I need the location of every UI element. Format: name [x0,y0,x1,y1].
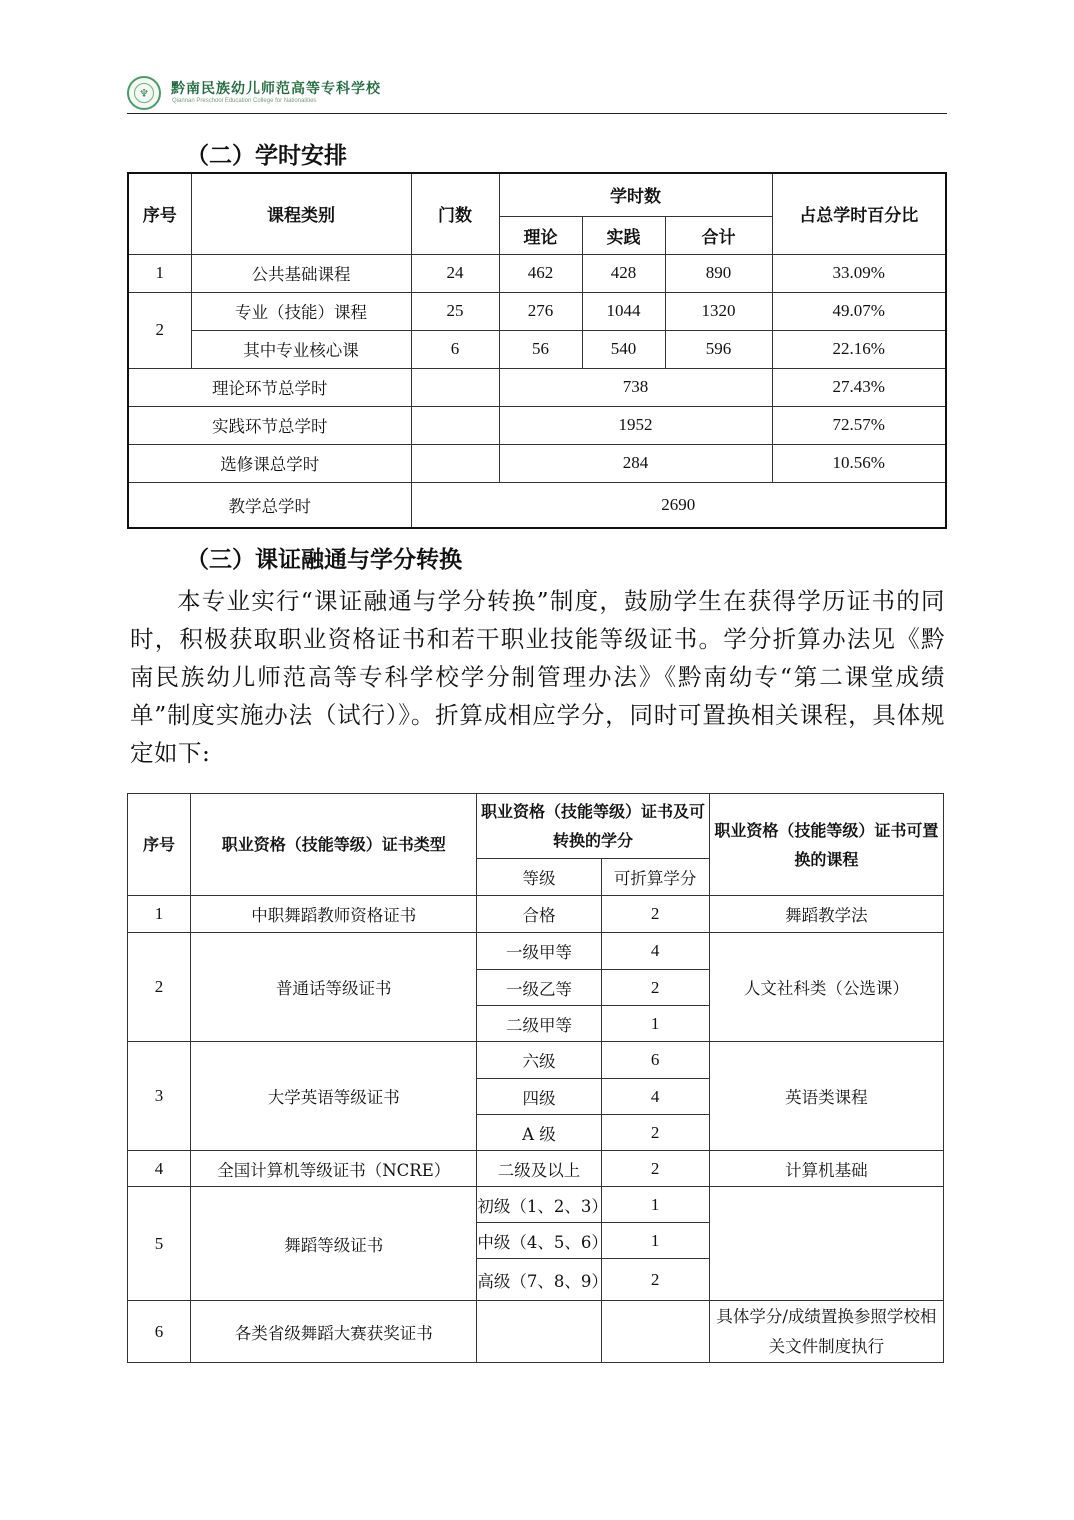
summary-label: 实践环节总学时 [128,406,411,444]
cell-credits: 6 [601,1042,709,1079]
header-cert-type: 职业资格（技能等级）证书类型 [191,794,477,896]
cell-percent: 49.07% [772,292,946,330]
summary-row [128,444,946,482]
school-emblem-icon: ♆ [127,76,161,110]
grand-total-value: 2690 [411,482,946,528]
header-credits: 可折算学分 [601,859,709,896]
cell-count: 6 [411,330,499,368]
cell-level: 中级（4、5、6） [477,1223,601,1259]
cell-total: 596 [665,330,772,368]
summary-row [128,368,946,406]
grand-total-label: 教学总学时 [128,482,411,528]
header-practice: 实践 [582,216,665,254]
cell-category: 公共基础课程 [191,254,411,292]
page-header [127,74,947,114]
cell-credits: 1 [601,1006,709,1042]
cell-credits: 1 [601,1187,709,1223]
table-row [128,254,946,292]
table-row [128,292,946,330]
cell-course: 具体学分/成绩置换参照学校相关文件制度执行 [709,1301,943,1363]
cell-credits: 4 [601,1079,709,1115]
cell-credits: 1 [601,1223,709,1259]
table-row [128,933,944,970]
header-count: 门数 [411,173,499,254]
cell-course [709,1187,943,1301]
cell-credits: 2 [601,1115,709,1151]
cell-theory: 276 [499,292,582,330]
summary-empty [411,368,499,406]
table-row [128,1042,944,1079]
cell-seq: 5 [128,1187,191,1301]
section-title-hours: （二）学时安排 [186,143,347,169]
summary-value: 1952 [499,406,772,444]
cell-practice: 428 [582,254,665,292]
header-category: 课程类别 [191,173,411,254]
credit-transfer-paragraph [130,582,945,772]
cell-level: 二级甲等 [477,1006,601,1042]
cell-course: 英语类课程 [709,1042,943,1151]
cell-level: 初级（1、2、3） [477,1187,601,1223]
cell-seq: 3 [128,1042,191,1151]
header-total: 合计 [665,216,772,254]
cell-percent: 33.09% [772,254,946,292]
cell-credits: 2 [601,896,709,933]
school-name-en: Qiannan Preschool Education College for Nationalities [172,98,317,104]
cell-cert: 全国计算机等级证书（NCRE） [191,1151,477,1187]
header-percent: 占总学时百分比 [772,173,946,254]
cell-level: 四级 [477,1079,601,1115]
summary-percent: 72.57% [772,406,946,444]
cell-total: 1320 [665,292,772,330]
cell-practice: 540 [582,330,665,368]
table-row [128,1151,944,1187]
cell-total: 890 [665,254,772,292]
table-row [128,330,946,368]
table-row [128,1187,944,1223]
cell-seq: 2 [128,292,191,368]
cell-count: 25 [411,292,499,330]
certificate-credit-table [127,793,944,1363]
section-title-credit-transfer: （三）课证融通与学分转换 [186,547,462,573]
cell-credits: 2 [601,1259,709,1301]
cell-level: A 级 [477,1115,601,1151]
cell-level: 一级甲等 [477,933,601,970]
cell-level: 合格 [477,896,601,933]
cell-cert: 各类省级舞蹈大赛获奖证书 [191,1301,477,1363]
cell-cert: 大学英语等级证书 [191,1042,477,1151]
cell-seq: 6 [128,1301,191,1363]
cell-course: 计算机基础 [709,1151,943,1187]
cell-percent: 22.16% [772,330,946,368]
summary-percent: 10.56% [772,444,946,482]
cell-credits: 2 [601,1151,709,1187]
header-divider [127,113,947,114]
summary-row [128,406,946,444]
cell-theory: 56 [499,330,582,368]
table-header-row [128,794,944,859]
summary-label: 选修课总学时 [128,444,411,482]
cell-seq: 2 [128,933,191,1042]
cell-category: 专业（技能）课程 [191,292,411,330]
cell-credits [601,1301,709,1363]
summary-empty [411,406,499,444]
summary-value: 738 [499,368,772,406]
summary-percent: 27.43% [772,368,946,406]
grand-total-row [128,482,946,528]
cell-cert: 舞蹈等级证书 [191,1187,477,1301]
summary-label: 理论环节总学时 [128,368,411,406]
cell-level: 高级（7、8、9） [477,1259,601,1301]
cell-theory: 462 [499,254,582,292]
cell-level: 六级 [477,1042,601,1079]
cell-cert: 普通话等级证书 [191,933,477,1042]
header-credit-group: 职业资格（技能等级）证书及可转换的学分 [477,794,709,859]
table-row [128,1301,944,1363]
cell-practice: 1044 [582,292,665,330]
summary-empty [411,444,499,482]
cell-count: 24 [411,254,499,292]
cell-cert: 中职舞蹈教师资格证书 [191,896,477,933]
summary-value: 284 [499,444,772,482]
cell-credits: 4 [601,933,709,970]
table-header-row [128,173,946,216]
cell-level [477,1301,601,1363]
cell-category: 其中专业核心课 [191,330,411,368]
header-seq: 序号 [128,173,191,254]
header-hours: 学时数 [499,173,772,216]
cell-seq: 1 [128,254,191,292]
cell-credits: 2 [601,970,709,1006]
cell-seq: 1 [128,896,191,933]
cell-seq: 4 [128,1151,191,1187]
paragraph-text: 本专业实行“课证融通与学分转换”制度，鼓励学生在获得学历证书的同时，积极获取职业资格证书和若干职业技能等级证书。学分折算办法见《黔南民族幼儿师范高等专科学校学分制管理办法》《黔南幼专“第二课堂成绩单”制度实施办法（试行）》。折算成相应学分，同时可置换相关课程，具体规定如下: [130,587,945,767]
cell-course: 人文社科类（公选课） [709,933,943,1042]
cell-level: 二级及以上 [477,1151,601,1187]
hours-table [127,172,947,529]
header-courses: 职业资格（技能等级）证书可置换的课程 [709,794,943,896]
table-row [128,896,944,933]
header-level: 等级 [477,859,601,896]
header-seq: 序号 [128,794,191,896]
cell-level: 一级乙等 [477,970,601,1006]
header-theory: 理论 [499,216,582,254]
school-name-cn: 黔南民族幼儿师范高等专科学校 [171,81,381,97]
cell-course: 舞蹈教学法 [709,896,943,933]
